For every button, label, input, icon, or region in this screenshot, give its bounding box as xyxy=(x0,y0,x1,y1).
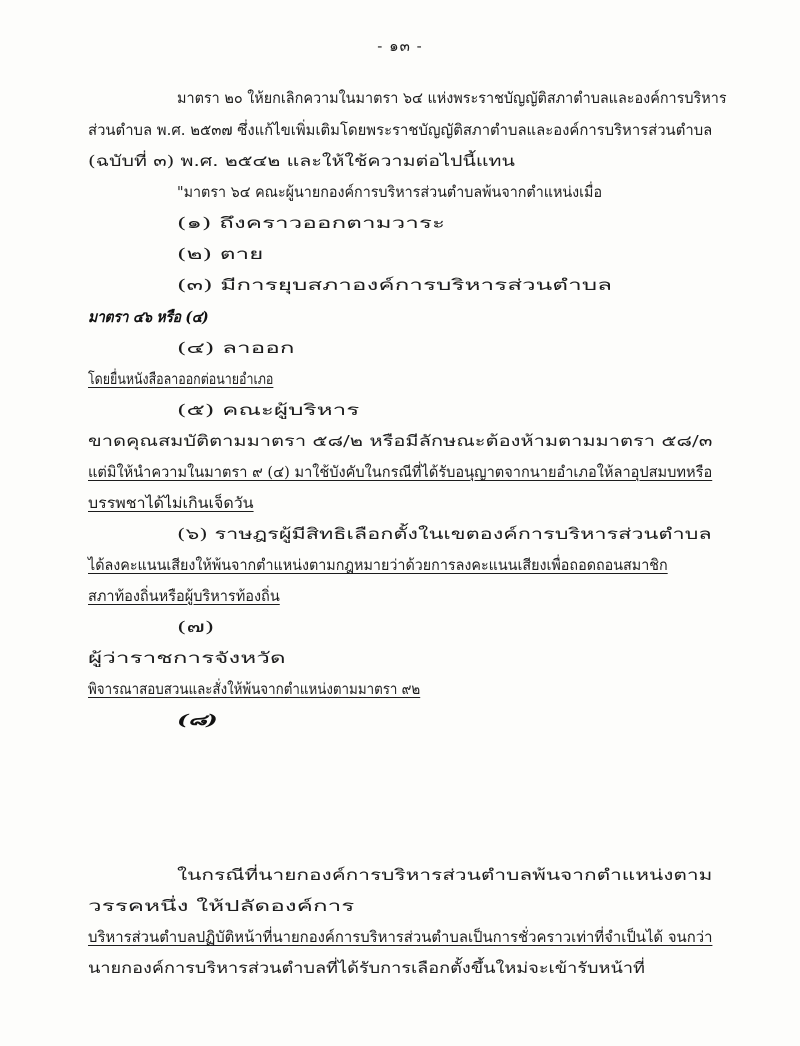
text-line-21: (๘) xyxy=(177,711,218,729)
text-line-17: สภาท้องถิ่นหรือผู้บริหารท้องถิ่น xyxy=(88,587,280,605)
text-line-14: บรรพชาได้ไม่เกินเจ็ดวัน xyxy=(88,494,254,512)
text-line-13: แต่มิให้นำความในมาตรา ๙ (๔) มาใช้บังคับในกรณีที่ได้รับอนุญาตจากนายอำเภอให้ลาอุปสมบทหรือ xyxy=(88,463,713,481)
text-line-20: พิจารณาสอบสวนและสั่งให้พ้นจากตำแหน่งตามมาตรา ๙๒ xyxy=(88,680,421,698)
text-line-7: (๓) มีการยุบสภาองค์การบริหารส่วนตำบล xyxy=(177,276,613,294)
text-line-15: (๖) ราษฎรผู้มีสิทธิเลือกตั้งในเขตองค์การบริหารส่วนตำบล xyxy=(177,525,712,543)
text-line-26: ในกรณีที่นายกองค์การบริหารส่วนตำบลพ้นจากตำแหน่งตาม xyxy=(177,866,713,884)
text-line-11: (๕) คณะผู้บริหาร xyxy=(177,401,360,419)
text-line-29: นายกองค์การบริหารส่วนตำบลที่ได้รับการเลือกตั้งขึ้นใหม่จะเข้ารับหน้าที่ xyxy=(88,959,645,977)
text-line-12: ขาดคุณสมบัติตามมาตรา ๕๘/๒ หรือมีลักษณะต้องห้ามตามมาตรา ๕๘/๓ xyxy=(88,432,713,450)
text-line-16: ได้ลงคะแนนเสียงให้พ้นจากตำแหน่งตามกฎหมายว่าด้วยการลงคะแนนเสียงเพื่อถอดถอนสมาชิก xyxy=(88,556,668,574)
text-line-27: วรรคหนึ่ง ให้ปลัดองค์การ xyxy=(88,897,355,915)
text-line-6: (๒) ตาย xyxy=(177,245,264,263)
text-line-5: (๑) ถึงคราวออกตามวาระ xyxy=(177,214,446,232)
text-line-28: บริหารส่วนตำบลปฏิบัติหน้าที่นายกองค์การบริหารส่วนตำบลเป็นการชั่วคราวเท่าที่จำเป็นได้ จนกว่า xyxy=(88,928,713,946)
text-line-1: มาตรา ๒๐ ให้ยกเลิกความในมาตรา ๖๔ แห่งพระราชบัญญัติสภาตำบลและองค์การบริหาร xyxy=(177,89,727,107)
text-line-10: โดยยื่นหนังสือลาออกต่อนายอำเภอ xyxy=(88,370,274,388)
text-line-2: ส่วนตำบล พ.ศ. ๒๕๓๗ ซึ่งแก้ไขเพิ่มเติมโดยพระราชบัญญัติสภาตำบลและองค์การบริหารส่วนตำบล xyxy=(88,121,713,139)
text-line-8: มาตรา ๔๖ หรือ (๔) xyxy=(88,308,209,326)
text-line-18: (๗) xyxy=(177,618,215,636)
text-line-19: ผู้ว่าราชการจังหวัด xyxy=(88,649,286,667)
text-line-9: (๔) ลาออก xyxy=(177,339,295,357)
text-line-4: "มาตรา ๖๔ คณะผู้นายกองค์การบริหารส่วนตำบลพ้นจากตำแหน่งเมื่อ xyxy=(177,183,603,201)
page-number: - ๑๓ - xyxy=(377,37,423,55)
text-line-3: (ฉบับที่ ๓) พ.ศ. ๒๕๔๒ และให้ใช้ความต่อไปนี้แทน xyxy=(88,152,515,170)
